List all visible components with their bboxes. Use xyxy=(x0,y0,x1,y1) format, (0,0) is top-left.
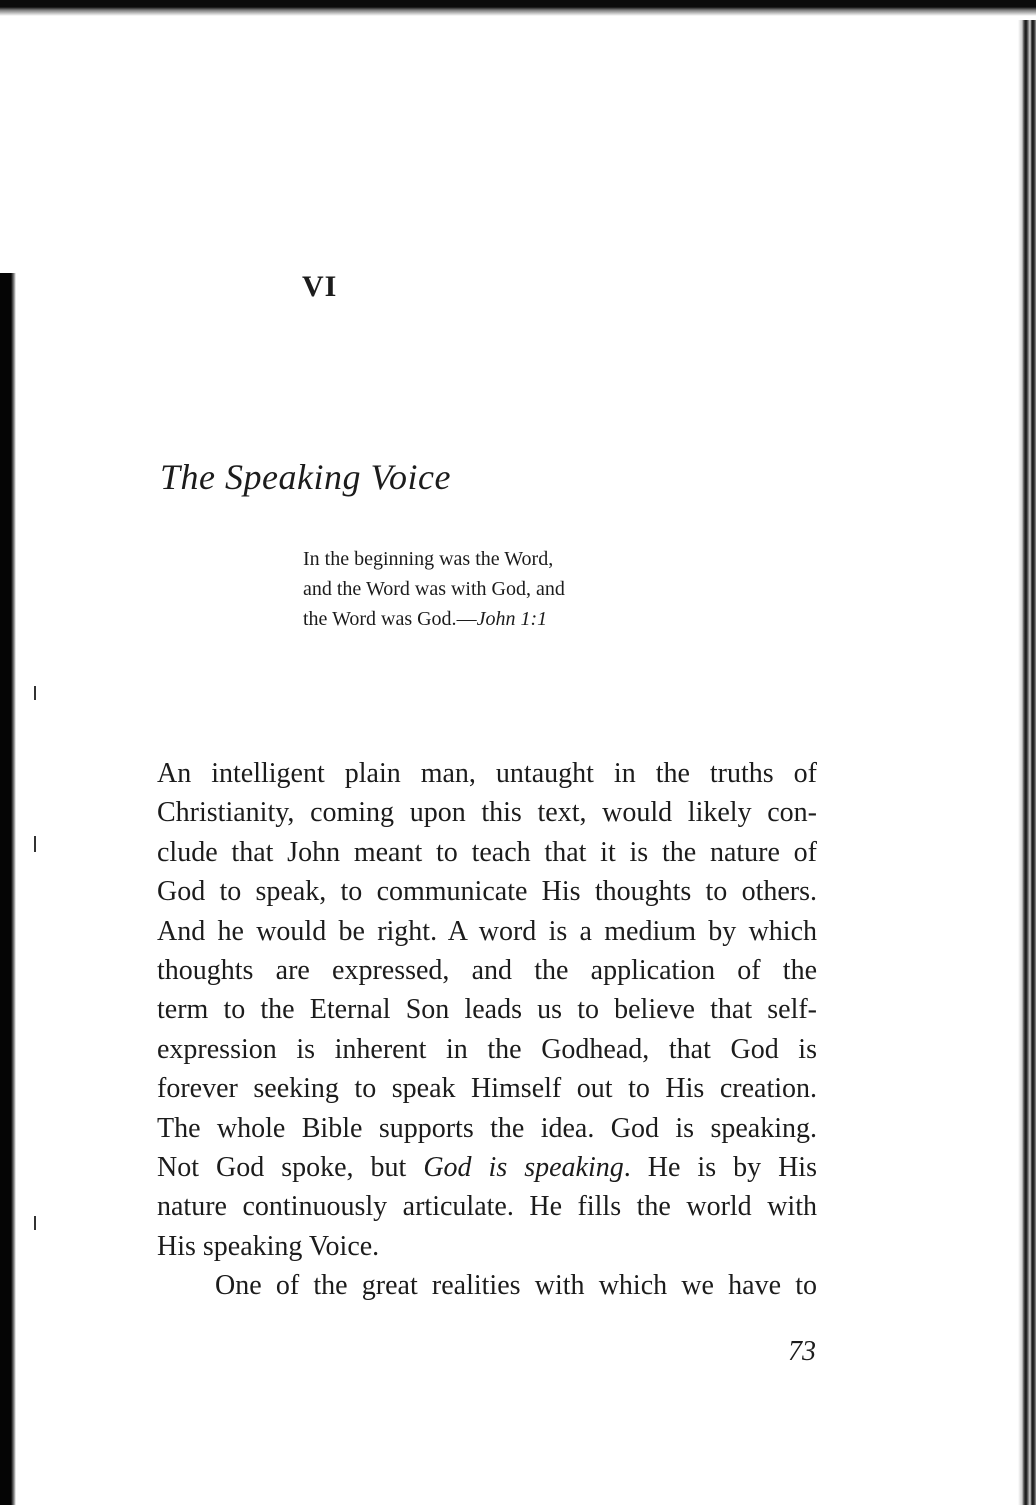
epigraph xyxy=(303,544,683,634)
body-line: Christianity, coming upon this text, would likely con- xyxy=(157,797,817,829)
epigraph-line xyxy=(303,604,683,634)
body-line: The whole Bible supports the idea. God is speaking. xyxy=(157,1112,817,1144)
scan-top-edge xyxy=(0,0,1036,16)
body-line-end: . He is by His xyxy=(623,1152,817,1184)
scan-right-edge xyxy=(1018,20,1036,1505)
epigraph-line-text: the Word was God. xyxy=(303,608,457,630)
emphasis-text: God is speaking xyxy=(423,1152,624,1184)
epigraph-line: and the Word was with God, and xyxy=(303,578,565,600)
page-number: 73 xyxy=(788,1336,816,1367)
body-line xyxy=(157,1148,817,1187)
body-line: An intelligent plain man, untaught in the truths of xyxy=(157,758,817,789)
body-line: thoughts are expressed, and the application of the xyxy=(157,955,817,987)
scan-left-tick xyxy=(34,836,36,852)
body-line: expression is inherent in the Godhead, that God is xyxy=(157,1033,817,1065)
body-line: One of the great realities with which we have to xyxy=(215,1270,817,1302)
scan-left-tick xyxy=(34,686,36,700)
body-line-start: Not God spoke, but xyxy=(157,1152,424,1184)
epigraph-citation: John 1:1 xyxy=(476,608,548,630)
body-line: term to the Eternal Son leads us to believe that self- xyxy=(157,994,817,1026)
scan-left-tick xyxy=(34,1216,36,1230)
epigraph-dash: — xyxy=(456,608,477,630)
body-line: forever seeking to speak Himself out to His creation. xyxy=(157,1073,817,1105)
chapter-title: The Speaking Voice xyxy=(160,457,451,497)
body-text xyxy=(157,754,817,1306)
body-line: nature continuously articulate. He fills the world with xyxy=(157,1191,817,1223)
body-line: And he would be right. A word is a medium by which xyxy=(157,915,817,947)
epigraph-line: In the beginning was the Word, xyxy=(303,548,554,570)
body-line: His speaking Voice. xyxy=(157,1230,380,1262)
scan-left-edge xyxy=(0,273,16,1505)
body-line: clude that John meant to teach that it is the nature of xyxy=(157,836,817,868)
body-line: God to speak, to communicate His thoughts to others. xyxy=(157,876,817,908)
chapter-number: VI xyxy=(302,270,338,303)
